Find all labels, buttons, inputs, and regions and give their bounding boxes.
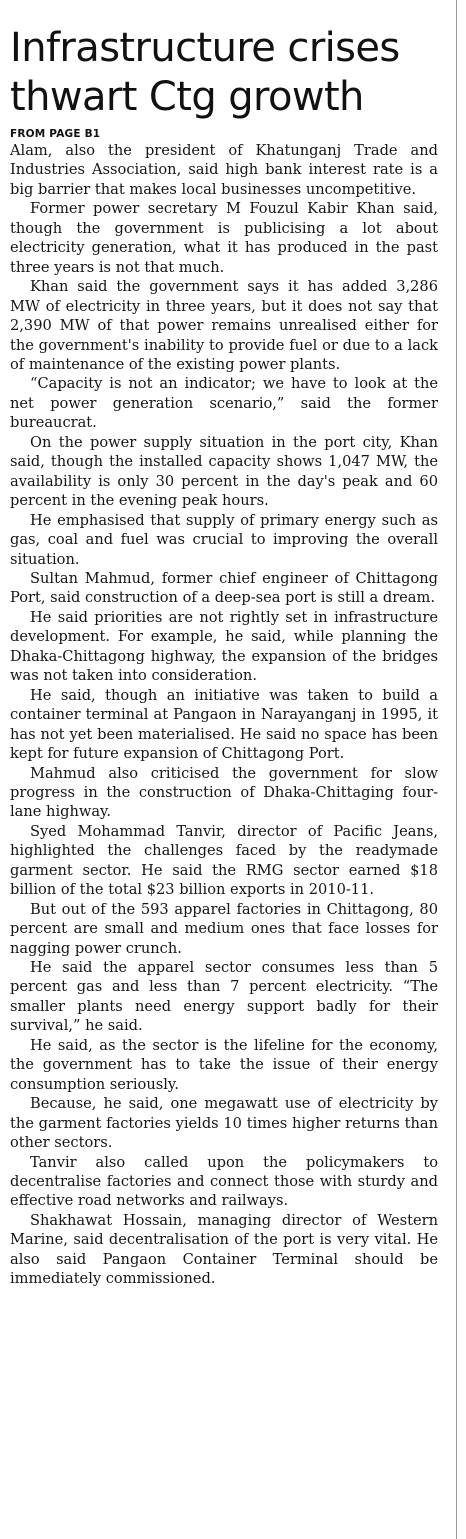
paragraph: Because, he said, one megawatt use of electricity by the garment factories yields 10 times higher returns than other sectors. <box>10 1095 438 1152</box>
paragraph: Alam, also the president of Khatunganj Trade and Industries Association, said high bank interest rate is a big barrier that makes local businesses uncompetitive. <box>10 142 438 198</box>
column-divider-rule <box>456 0 457 1539</box>
paragraph: Shakhawat Hossain, managing director of Western Marine, said decentralisation of the port is very vital. He also said Pangaon Container Terminal should be immediately commissioned. <box>10 1211 438 1288</box>
article-column <box>10 24 438 1289</box>
paragraph: He said the apparel sector consumes less than 5 percent gas and less than 7 percent electricity. “The smaller plants need energy support badly for their survival,” he said. <box>10 959 438 1035</box>
paragraph: Tanvir also called upon the policymakers to decentralise factories and connect those with sturdy and effective road networks and railways. <box>10 1153 438 1210</box>
paragraph: But out of the 593 apparel factories in Chittagong, 80 percent are small and medium ones that face losses for nagging power crunch. <box>10 900 438 957</box>
paragraph: On the power supply situation in the port city, Khan said, though the installed capacity shows 1,047 MW, the availability is only 30 percent in the day's peak and 60 percent in the evening peak hours. <box>10 433 438 510</box>
paragraph: He said priorities are not rightly set in infrastructure development. For example, he said, while planning the Dhaka-Chittagong highway, the expansion of the bridges was not taken into consideration. <box>10 608 438 685</box>
headline-line-1: Infrastructure crises <box>10 25 400 71</box>
paragraph: Khan said the government says it has added 3,286 MW of electricity in three years, but it does not say that 2,390 MW of that power remains unrealised either for the government's inability to provide fuel or due to a lack of maintenance of the existing power plants. <box>10 278 438 373</box>
paragraph: Syed Mohammad Tanvir, director of Pacific Jeans, highlighted the challenges faced by the readymade garment sector. He said the RMG sector earned $18 billion of the total $23 billion exports in 2010-11. <box>10 822 438 899</box>
paragraph: He said, as the sector is the lifeline for the economy, the government has to take the issue of their energy consumption seriously. <box>10 1036 438 1093</box>
paragraph: Former power secretary M Fouzul Kabir Khan said, though the government is publicising a lot about electricity generation, what it has produced in the past three years is not that much. <box>10 200 438 276</box>
paragraph: “Capacity is not an indicator; we have to look at the net power generation scenario,” said the former bureaucrat. <box>10 375 438 432</box>
headline <box>10 24 438 122</box>
headline-line-2: thwart Ctg growth <box>10 74 364 120</box>
paragraph: He emphasised that supply of primary energy such as gas, coal and fuel was crucial to improving the overall situation. <box>10 511 438 568</box>
continuation-kicker: FROM PAGE B1 <box>10 128 101 140</box>
paragraph: He said, though an initiative was taken to build a container terminal at Pangaon in Narayanganj in 1995, it has not yet been materialised. He said no space has been kept for future expansion of Chittagong Port. <box>10 686 438 763</box>
paragraph: Mahmud also criticised the government for slow progress in the construction of Dhaka-Chittaging four-lane highway. <box>10 764 438 821</box>
article-body <box>10 141 438 1289</box>
paragraph: Sultan Mahmud, former chief engineer of Chittagong Port, said construction of a deep-sea port is still a dream. <box>10 569 438 607</box>
